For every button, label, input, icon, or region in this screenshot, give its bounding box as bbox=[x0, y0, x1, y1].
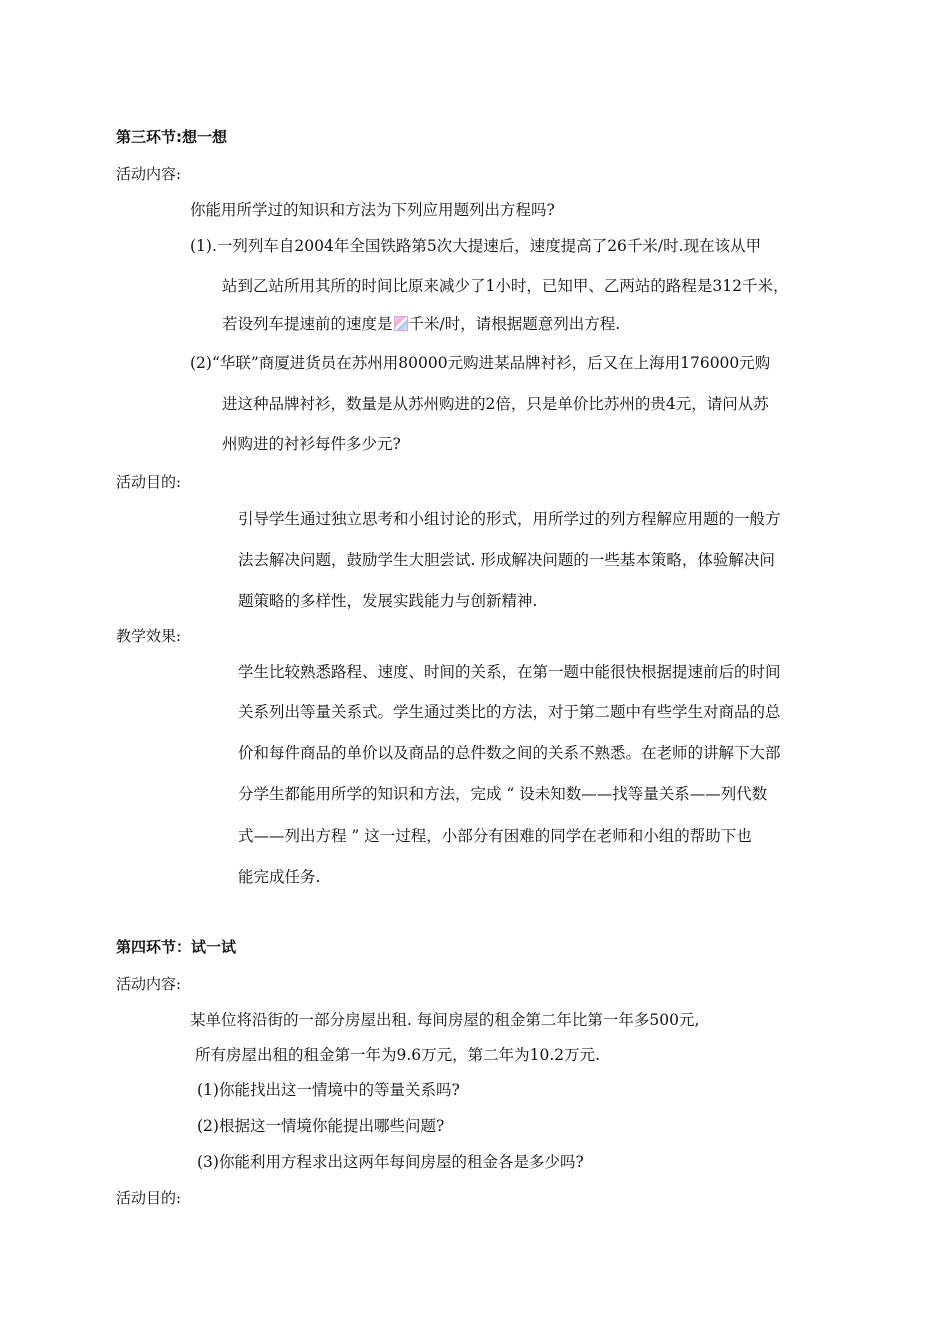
section4-line: 某单位将沿街的一部分房屋出租. 每间房屋的租金第二年比第一年多500元, bbox=[190, 1011, 700, 1029]
section4-line: (1)你能找出这一情境中的等量关系吗? bbox=[197, 1081, 460, 1099]
q2-line3: 州购进的衬衫每件多少元? bbox=[222, 435, 401, 453]
q1-line3-text-a: 若设列车提速前的速度是 bbox=[222, 315, 393, 333]
section4-line: (2)根据这一情境你能提出哪些问题? bbox=[197, 1117, 445, 1135]
purpose-line: 引导学生通过独立思考和小组讨论的形式，用所学过的列方程解应用题的一般方 bbox=[238, 510, 781, 528]
q1-line3-text-b: 千米/时，请根据题意列出方程. bbox=[408, 315, 621, 333]
effect-line: 价和每件商品的单价以及商品的总件数之间的关系不熟悉。在老师的讲解下大部 bbox=[238, 744, 781, 762]
purpose-line: 题策略的多样性，发展实践能力与创新精神. bbox=[238, 592, 538, 610]
effect-line: 关系列出等量关系式。学生通过类比的方法，对于第二题中有些学生对商品的总 bbox=[238, 703, 781, 721]
q2-line1: (2)“华联”商厦进货员在苏州用80000元购进某品牌衬衫，后又在上海用176000元购 bbox=[190, 354, 771, 372]
section4-heading: 第四环节：试一试 bbox=[116, 938, 237, 956]
q2-line2: 进这种品牌衬衫，数量是从苏州购进的2倍，只是单价比苏州的贵4元，请问从苏 bbox=[222, 395, 769, 413]
section3-effect-label: 教学效果: bbox=[116, 627, 182, 645]
q1-line2: 站到乙站所用其所的时间比原来减少了1小时，已知甲、乙两站的路程是312千米， bbox=[222, 277, 789, 295]
q1-line1: (1).一列列车自2004年全国铁路第5次大提速后，速度提高了26千米/时.现在该从甲 bbox=[190, 237, 762, 255]
section3-heading: 第三环节:想一想 bbox=[116, 128, 227, 146]
q1-line3 bbox=[222, 313, 620, 335]
section3-intro: 你能用所学过的知识和方法为下列应用题列出方程吗? bbox=[190, 201, 555, 219]
section3-purpose-label: 活动目的: bbox=[116, 473, 182, 491]
section4-purpose-label: 活动目的: bbox=[116, 1189, 182, 1207]
effect-line: 式——列出方程 ” 这一过程，小部分有困难的同学在老师和小组的帮助下也 bbox=[238, 827, 752, 845]
section4-line: (3)你能利用方程求出这两年每间房屋的租金各是多少吗? bbox=[197, 1153, 584, 1171]
variable-image-icon bbox=[394, 316, 408, 331]
effect-line: 能完成任务. bbox=[238, 868, 321, 886]
section4-content-label: 活动内容: bbox=[116, 975, 182, 993]
purpose-line: 法去解决问题，鼓励学生大胆尝试. 形成解决问题的一些基本策略，体验解决问 bbox=[238, 551, 775, 569]
effect-line: 分学生都能用所学的知识和方法，完成 “ 设未知数——找等量关系——列代数 bbox=[238, 785, 768, 803]
section3-content-label: 活动内容: bbox=[116, 165, 182, 183]
effect-line: 学生比较熟悉路程、速度、时间的关系，在第一题中能很快根据提速前后的时间 bbox=[238, 663, 781, 681]
section4-line: 所有房屋出租的租金第一年为9.6万元，第二年为10.2万元. bbox=[195, 1046, 601, 1064]
